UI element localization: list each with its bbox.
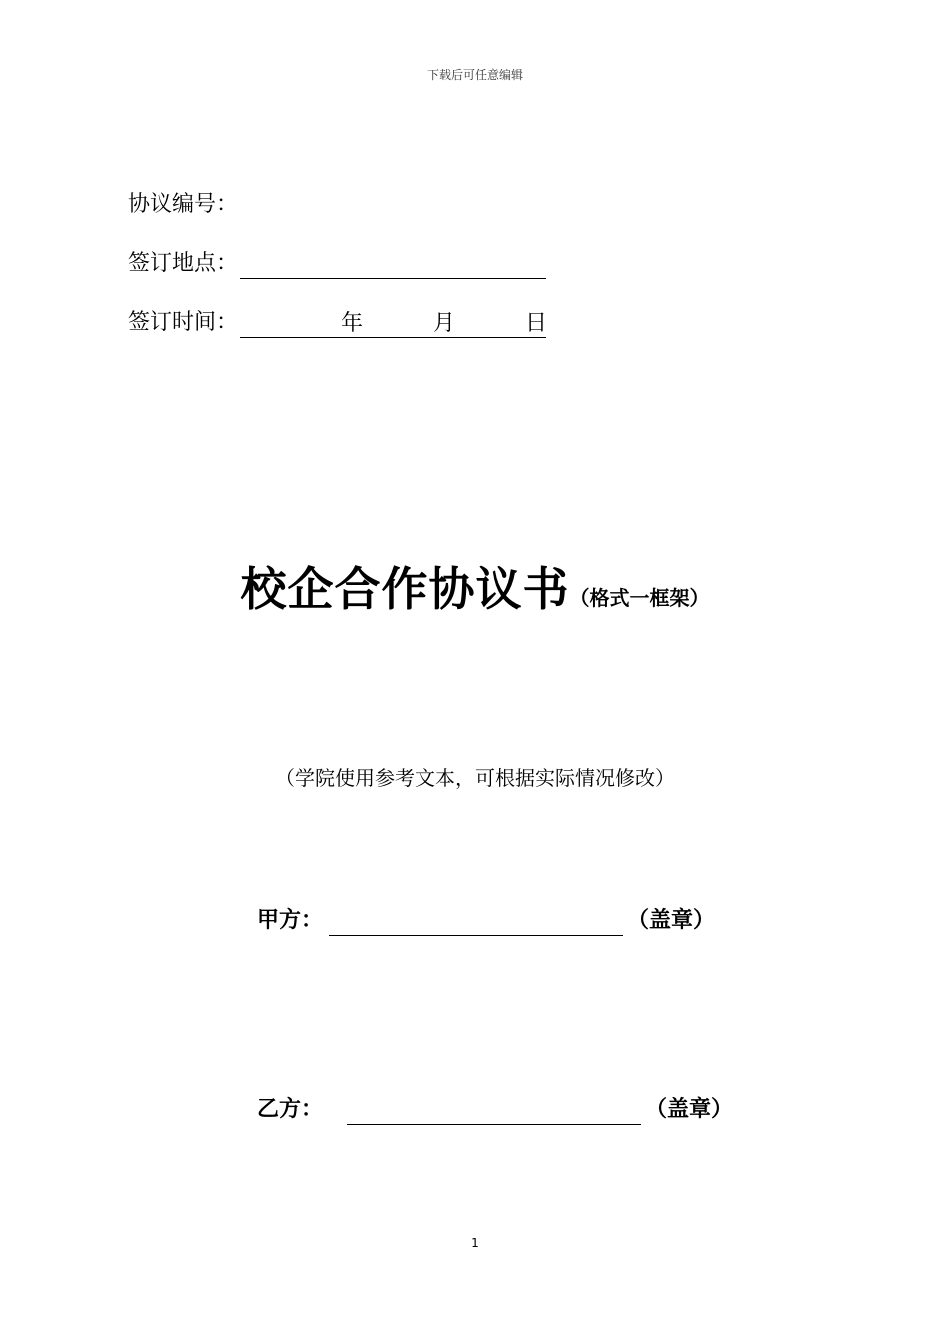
party-a-row (257, 906, 715, 936)
agreement-number-row (128, 190, 238, 220)
party-b-blank[interactable] (347, 1098, 641, 1125)
party-b-row (257, 1095, 733, 1125)
title-main: 校企合作协议书 (240, 562, 570, 616)
page-number: 1 (471, 1236, 479, 1250)
signing-place-row (128, 249, 546, 279)
party-a-blank[interactable] (329, 909, 623, 936)
header-note: 下载后可任意编辑 (426, 68, 523, 82)
signing-time-row (128, 308, 546, 338)
agreement-number-label: 协议编号： (128, 192, 239, 217)
year-label: 年 (341, 311, 364, 336)
document-title (0, 553, 950, 619)
day-label: 日 (525, 311, 548, 336)
document-subtitle: （学院使用参考文本，可根据实际情况修改） (275, 766, 675, 790)
signing-place-blank[interactable] (240, 252, 546, 279)
party-a-seal-note: （盖章） (627, 908, 716, 933)
party-b-label: 乙方： (257, 1097, 324, 1122)
month-label: 月 (433, 311, 456, 336)
title-format-note: （格式一框架） (569, 586, 710, 610)
signing-time-label: 签订时间： (128, 310, 239, 335)
signing-time-blank[interactable] (240, 309, 546, 338)
party-b-seal-note: （盖章） (645, 1097, 734, 1122)
signing-place-label: 签订地点： (128, 251, 239, 276)
party-a-label: 甲方： (257, 908, 324, 933)
